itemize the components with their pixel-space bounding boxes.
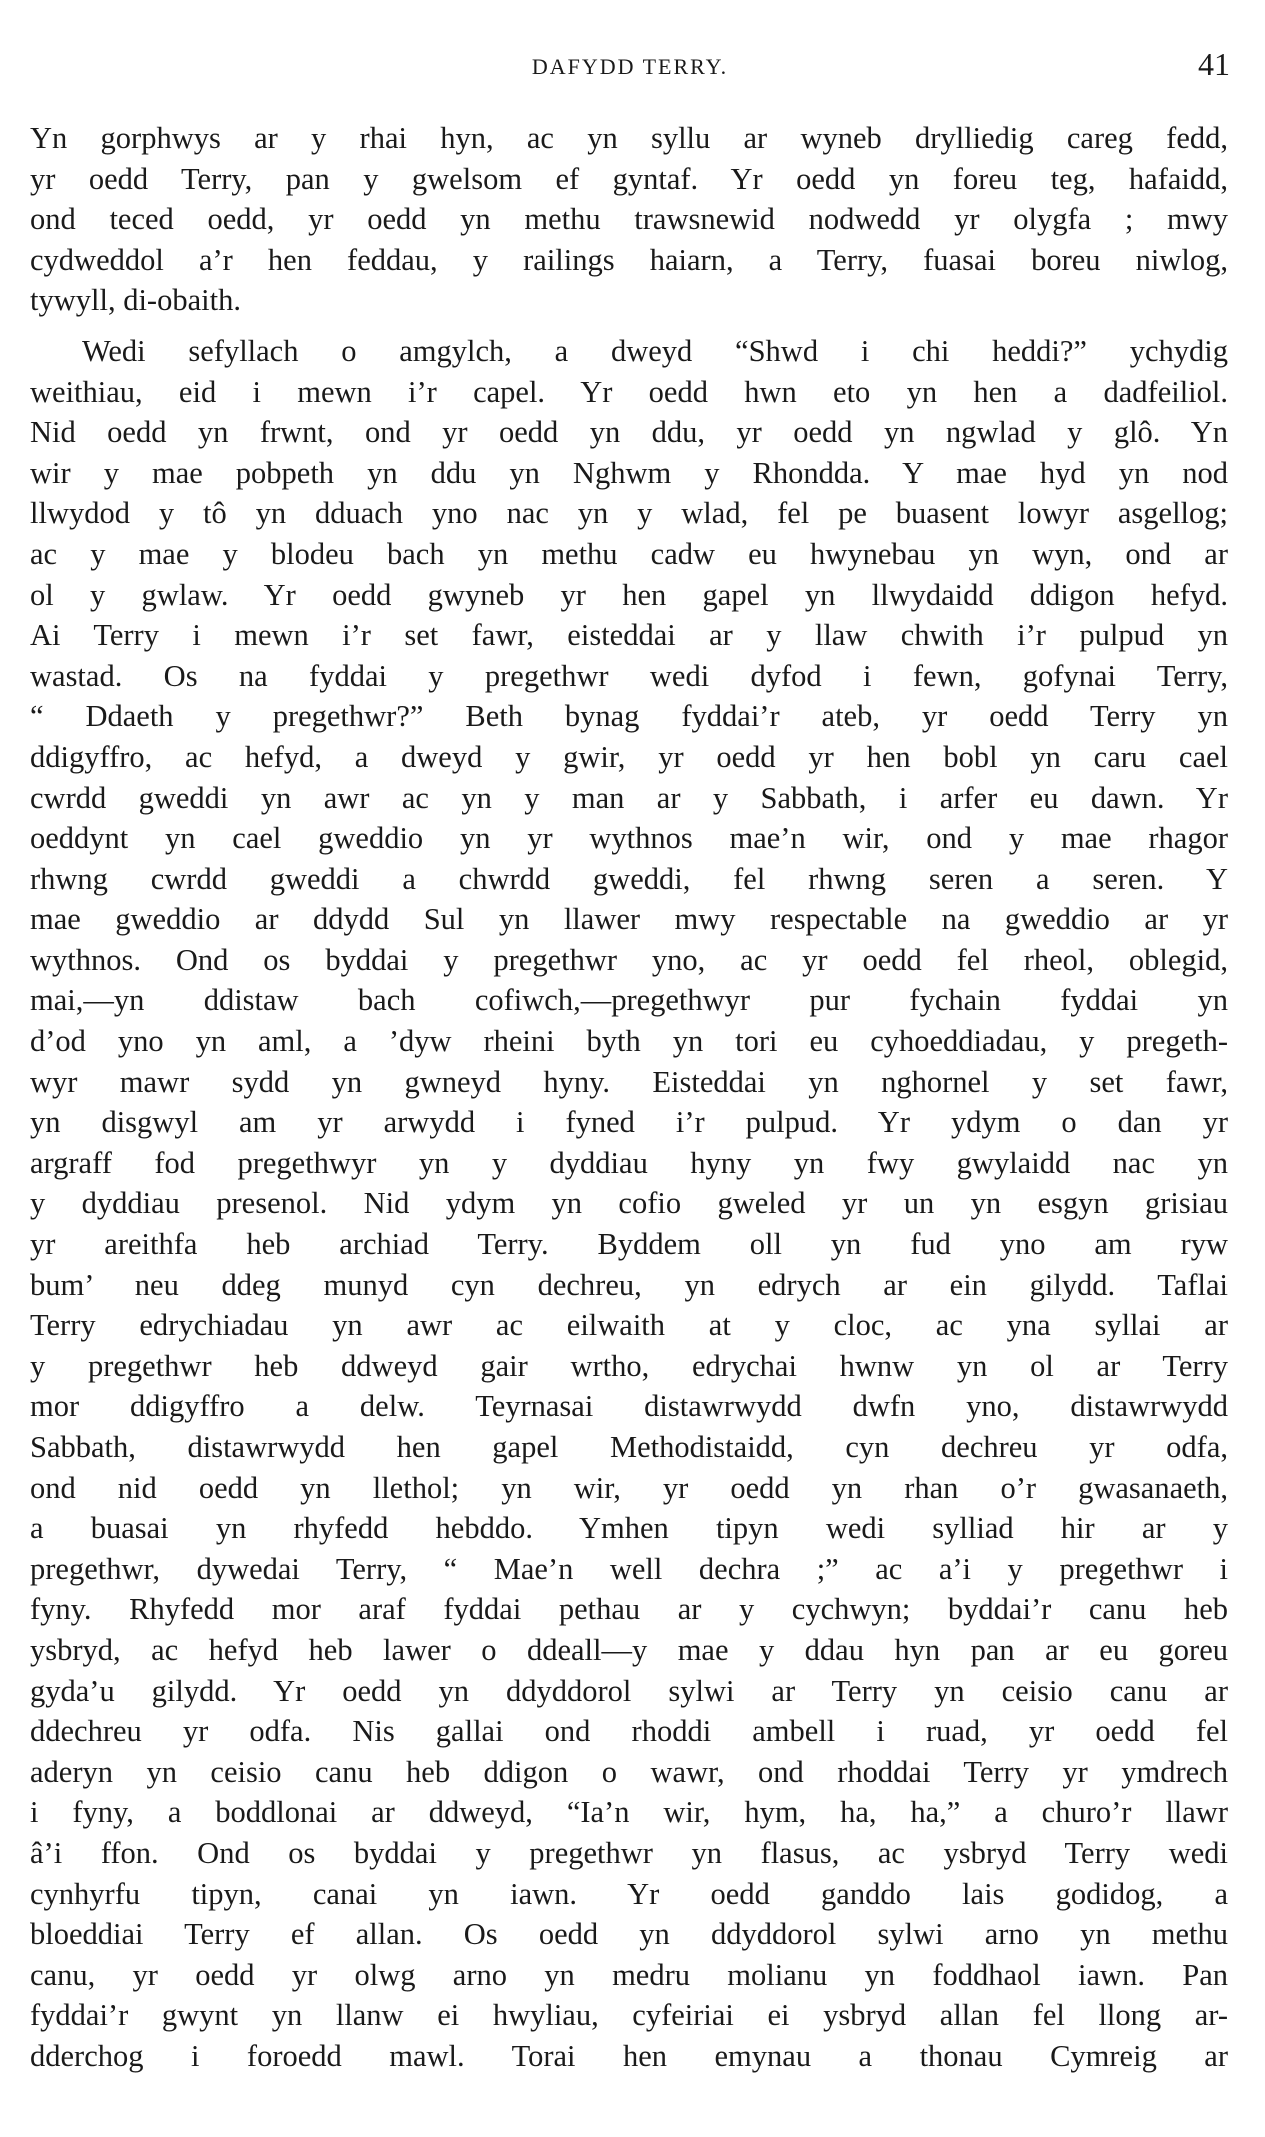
paragraph-1 (30, 118, 1228, 321)
text-line: ond nid oedd yn llethol; yn wir, yr oedd yn rhan o’r gwasanaeth, (30, 1470, 1228, 1505)
text-line: cydweddol a’r hen feddau, y railings haiarn, a Terry, fuasai boreu niwlog, (30, 242, 1228, 277)
text-line: d’od yno yn aml, a ’dyw rheini byth yn tori eu cyhoeddiadau, y pregeth- (30, 1024, 1228, 1059)
text-line: aderyn yn ceisio canu heb ddigon o wawr, ond rhoddai Terry yr ymdrech (30, 1754, 1228, 1789)
text-line: cwrdd gweddi yn awr ac yn y man ar y Sabbath, i arfer eu dawn. Yr (30, 780, 1228, 815)
text-line: wastad. Os na fyddai y pregethwr wedi dyfod i fewn, gofynai Terry, (30, 658, 1228, 693)
text-line: i fyny, a boddlonai ar ddweyd, “Ia’n wir, hym, ha, ha,” a churo’r llawr (30, 1795, 1228, 1830)
text-line: canu, yr oedd yr olwg arno yn medru molianu yn foddhaol iawn. Pan (30, 1957, 1228, 1992)
text-line: llwydod y tô yn dduach yno nac yn y wlad, fel pe buasent lowyr asgellog; (30, 496, 1228, 531)
text-line: weithiau, eid i mewn i’r capel. Yr oedd hwn eto yn hen a dadfeiliol. (30, 374, 1228, 409)
text-line: dderchog i foroedd mawl. Torai hen emynau a thonau Cymreig ar (30, 2038, 1228, 2073)
text-line: yr oedd Terry, pan y gwelsom ef gyntaf. Yr oedd yn foreu teg, hafaidd, (30, 161, 1228, 196)
text-line: “ Ddaeth y pregethwr?” Beth bynag fyddai’r ateb, yr oedd Terry yn (30, 699, 1228, 734)
text-line: mor ddigyffro a delw. Teyrnasai distawrwydd dwfn yno, distawrwydd (30, 1389, 1228, 1424)
text-line: tywyll, di-obaith. (30, 283, 241, 318)
text-line: Sabbath, distawrwydd hen gapel Methodistaidd, cyn dechreu yr odfa, (30, 1430, 1228, 1464)
text-line: yn disgwyl am yr arwydd i fyned i’r pulpud. Yr ydym o dan yr (30, 1105, 1228, 1140)
text-line: cynhyrfu tipyn, canai yn iawn. Yr oedd ganddo lais godidog, a (30, 1876, 1228, 1911)
text-line: y dyddiau presenol. Nid ydym yn cofio gweled yr un yn esgyn grisiau (30, 1186, 1228, 1221)
text-line: Yn gorphwys ar y rhai hyn, ac yn syllu ar wyneb drylliedig careg fedd, (30, 121, 1228, 155)
text-line: rhwng cwrdd gweddi a chwrdd gweddi, fel rhwng seren a seren. Y (30, 861, 1228, 896)
text-line: ysbryd, ac hefyd heb lawer o ddeall—y mae y ddau hyn pan ar eu goreu (30, 1632, 1228, 1667)
text-line: pregethwr, dywedai Terry, “ Mae’n well dechra ;” ac a’i y pregethwr i (30, 1551, 1228, 1586)
text-line: ac y mae y blodeu bach yn methu cadw eu hwynebau yn wyn, ond ar (30, 536, 1228, 571)
text-line: bloeddiai Terry ef allan. Os oedd yn ddyddorol sylwi arno yn methu (30, 1917, 1228, 1952)
running-head (30, 44, 1230, 84)
paragraph-2 (30, 331, 1228, 2077)
text-line: fyny. Rhyfedd mor araf fyddai pethau ar y cychwyn; byddai’r canu heb (30, 1592, 1228, 1627)
text-line: wir y mae pobpeth yn ddu yn Nghwm y Rhondda. Y mae hyd yn nod (30, 455, 1228, 490)
text-line: Ai Terry i mewn i’r set fawr, eisteddai ar y llaw chwith i’r pulpud yn (30, 618, 1228, 653)
text-line: mai,—yn ddistaw bach cofiwch,—pregethwyr pur fychain fyddai yn (30, 983, 1228, 1018)
text-line: wythnos. Ond os byddai y pregethwr yno, ac yr oedd fel rheol, oblegid, (30, 942, 1228, 977)
text-line: Terry edrychiadau yn awr ac eilwaith at y cloc, ac yna syllai ar (30, 1308, 1228, 1343)
running-title: DAFYDD TERRY. (531, 54, 729, 79)
text-line: ddechreu yr odfa. Nis gallai ond rhoddi ambell i ruad, yr oedd fel (30, 1714, 1228, 1749)
page-number: 41 (1198, 46, 1230, 82)
text-line: ond teced oedd, yr oedd yn methu trawsnewid nodwedd yr olygfa ; mwy (30, 202, 1228, 237)
text-line: y pregethwr heb ddweyd gair wrtho, edrychai hwnw yn ol ar Terry (30, 1348, 1228, 1383)
body-text (30, 118, 1228, 2077)
text-line: ddigyffro, ac hefyd, a dweyd y gwir, yr oedd yr hen bobl yn caru cael (30, 739, 1228, 774)
text-line: Wedi sefyllach o amgylch, a dweyd “Shwd i chi heddi?” ychydig (82, 333, 1228, 368)
text-line: â’i ffon. Ond os byddai y pregethwr yn flasus, ac ysbryd Terry wedi (30, 1835, 1228, 1870)
text-line: argraff fod pregethwyr yn y dyddiau hyny yn fwy gwylaidd nac yn (30, 1145, 1228, 1180)
text-line: Nid oedd yn frwnt, ond yr oedd yn ddu, yr oedd yn ngwlad y glô. Yn (30, 415, 1228, 450)
text-line: yr areithfa heb archiad Terry. Byddem oll yn fud yno am ryw (30, 1227, 1228, 1262)
text-line: bum’ neu ddeg munyd cyn dechreu, yn edrych ar ein gilydd. Taflai (30, 1267, 1228, 1302)
text-line: a buasai yn rhyfedd hebddo. Ymhen tipyn wedi sylliad hir ar y (30, 1511, 1228, 1546)
text-line: wyr mawr sydd yn gwneyd hyny. Eisteddai yn nghornel y set fawr, (30, 1064, 1228, 1099)
text-line: oeddynt yn cael gweddio yn yr wythnos mae’n wir, ond y mae rhagor (30, 821, 1228, 856)
text-line: fyddai’r gwynt yn llanw ei hwyliau, cyfeiriai ei ysbryd allan fel llong ar- (30, 1998, 1228, 2033)
text-line: gyda’u gilydd. Yr oedd yn ddyddorol sylwi ar Terry yn ceisio canu ar (30, 1673, 1228, 1708)
text-line: ol y gwlaw. Yr oedd gwyneb yr hen gapel yn llwydaidd ddigon hefyd. (30, 577, 1228, 612)
text-line: mae gweddio ar ddydd Sul yn llawer mwy respectable na gweddio ar yr (30, 902, 1228, 937)
